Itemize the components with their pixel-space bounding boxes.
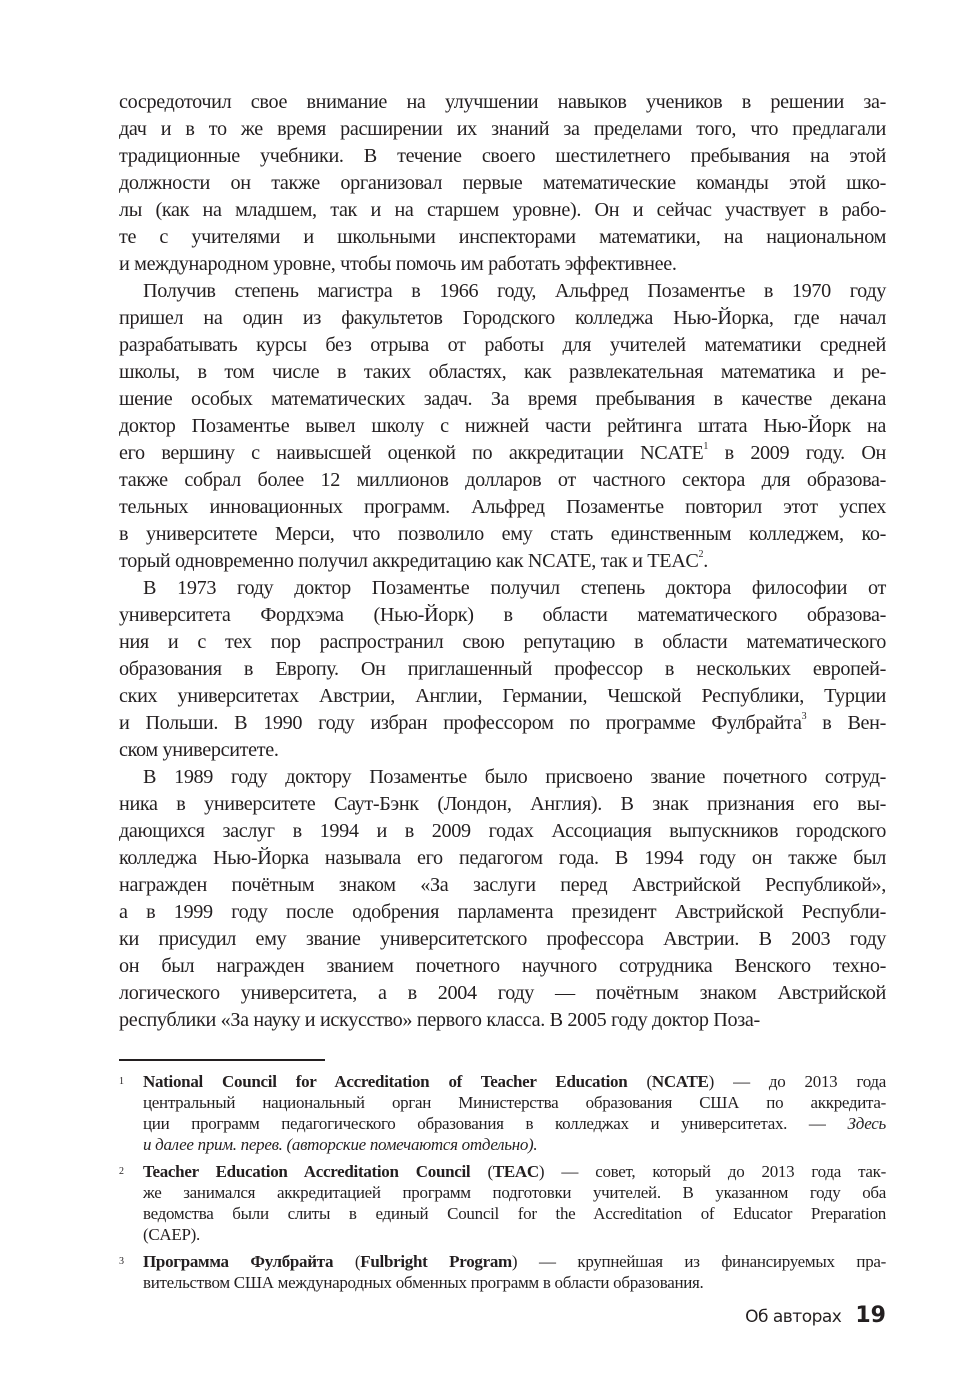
footnote-divider [119,1059,325,1061]
paragraph [119,764,886,1034]
text-line: и Польши. В 1990 году избран профессором по программе Фулбрайта$^3$ в Вен- [119,711,886,734]
footnote-abbr: NCATE [651,1072,709,1091]
running-section-title: Об авторах [745,1307,842,1327]
footnote-number: 2 [119,1166,124,1177]
text-line: тельных инновационных программ. Альфред Позаментье повторил этот успех [119,496,886,518]
footnote-ref[interactable]: 2 [698,549,704,561]
text-line: ских университетах Австрии, Англии, Германии, Чешской Республики, Турции [119,685,886,707]
footnotes [119,1071,886,1299]
text-line: дач и в то же время расширении их знаний за пределами того, что предлагали [119,118,886,140]
paragraph [119,278,886,575]
footnote-ref[interactable]: 3 [801,711,807,723]
text-line: также собрал более 12 миллионов долларов от частного сектора для образова- [119,469,886,491]
footnote-2: 2 Teacher Education Accreditation Council (TEAC) — совет, который до 2013 года так- же занимался аккредитацией программ подготовки учителей. В указанном году оба ведомства были слиты в единый Council for the Accreditation of Educator Preparation (CAEP). [119,1162,887,1244]
footnote-abbr: Fulbright Program [360,1252,512,1271]
text-line: В 1989 году доктору Позаментье было присвоено звание почетного сотруд- [143,766,886,788]
text-line: лы (как на младшем, так и на старшем уровне). Он и сейчас участвует в рабо- [119,199,886,221]
footnote-number: 3 [119,1256,124,1267]
text-line: университета Фордхэма (Нью-Йорк) в области математического образова- [119,604,886,626]
text-line: сосредоточил свое внимание на улучшении навыков учеников в решении за- [119,91,886,113]
text-line: и международном уровне, чтобы помочь им работать эффективнее. [119,253,677,275]
text-line: в университете Мерси, что позволило ему стать единственным колледжем, ко- [119,523,886,545]
text-line: логического университета, а в 2004 году — почётным знаком Австрийской [119,982,886,1004]
text-line: должности он также организовал первые математические команды этой шко- [119,172,886,194]
page-number: 19 [855,1303,886,1328]
text-line: традиционные учебники. В течение своего шестилетнего пребывания на этой [119,145,886,167]
text-line: разрабатывать курсы без отрыва от работы для учителей математики средней [119,334,886,356]
footnote-term: Программа Фулбрайта [143,1252,334,1271]
text-line: доктор Позаментье вывел школу с нижней части рейтинга штата Нью-Йорк на [119,415,886,437]
text-line: пришел на один из факультетов Городского колледжа Нью-Йорка, где начал [119,307,886,329]
footnote-term: Teacher Education Accreditation Council [143,1162,471,1181]
text-line: Получив степень магистра в 1966 году, Альфред Позаментье в 1970 году [143,280,886,302]
paragraph [119,575,886,764]
text-line: республики «За науку и искусство» первого класса. В 2005 году доктор Поза- [119,1009,760,1031]
text-line: ском университете. [119,739,279,761]
footnote-term: National Council for Accreditation of Teacher Education [143,1072,628,1091]
text-line: дающихся заслуг в 1994 и в 2009 годах Ассоциация выпускников городского [119,820,886,842]
text-line: награжден почётным знаком «За заслуги перед Австрийской Республикой», [119,874,886,896]
text-line: его вершину с наивысшей оценкой по аккредитации NCATE$^1$ в 2009 году. Он [119,441,887,464]
text-line: торый одновременно получил аккредитацию как NCATE, так и TEAC$^2$. [119,549,708,572]
text-line: школы, в том числе в таких областях, как развлекательная математика и ре- [119,361,886,383]
text-line: а в 1999 году после одобрения парламента президент Австрийской Республи- [119,901,886,923]
text-line: В 1973 году доктор Позаментье получил степень доктора философии от [143,577,886,599]
text-line: ника в университете Саут-Бэнк (Лондон, Англия). В знак признания его вы- [119,793,886,815]
text-line: те с учителями и школьными инспекторами математики, на национальном [119,226,886,248]
text-line: ки присудил ему звание университетского профессора Австрии. В 2003 году [119,928,886,950]
text-line: образования в Европу. Он приглашенный профессор в нескольких европей- [119,658,886,680]
footnote-1: 1 National Council for Accreditation of Teacher Education (NCATE) — до 2013 года центральный национальный орган Министерства образования США по аккредита- ции программ педагогического образования в колледжах и университетах. — Здесь и далее прим. перев. (авторские помечаются отдельно). [119,1072,887,1154]
text-line: ния и с тех пор распространил свою репутацию в области математического [119,631,886,653]
footnote-abbr: TEAC [492,1162,539,1181]
page-footer [745,1303,886,1328]
text-line: колледжа Нью-Йорка называла его педагогом года. В 1994 году он также был [119,847,886,869]
footnote-3: 3 Программа Фулбрайта (Fulbright Program) — крупнейшая из финансируемых пра- вительством США международных обменных программ в области образования. [119,1252,886,1292]
footnote-ref[interactable]: 1 [703,441,709,453]
text-line: он был награжден званием почетного научного сотрудника Венского техно- [119,955,886,977]
main-text [119,89,886,1034]
paragraph [119,89,886,278]
footnote-number: 1 [119,1076,124,1087]
text-line: шение особых математических задач. За время пребывания в качестве декана [119,388,886,410]
